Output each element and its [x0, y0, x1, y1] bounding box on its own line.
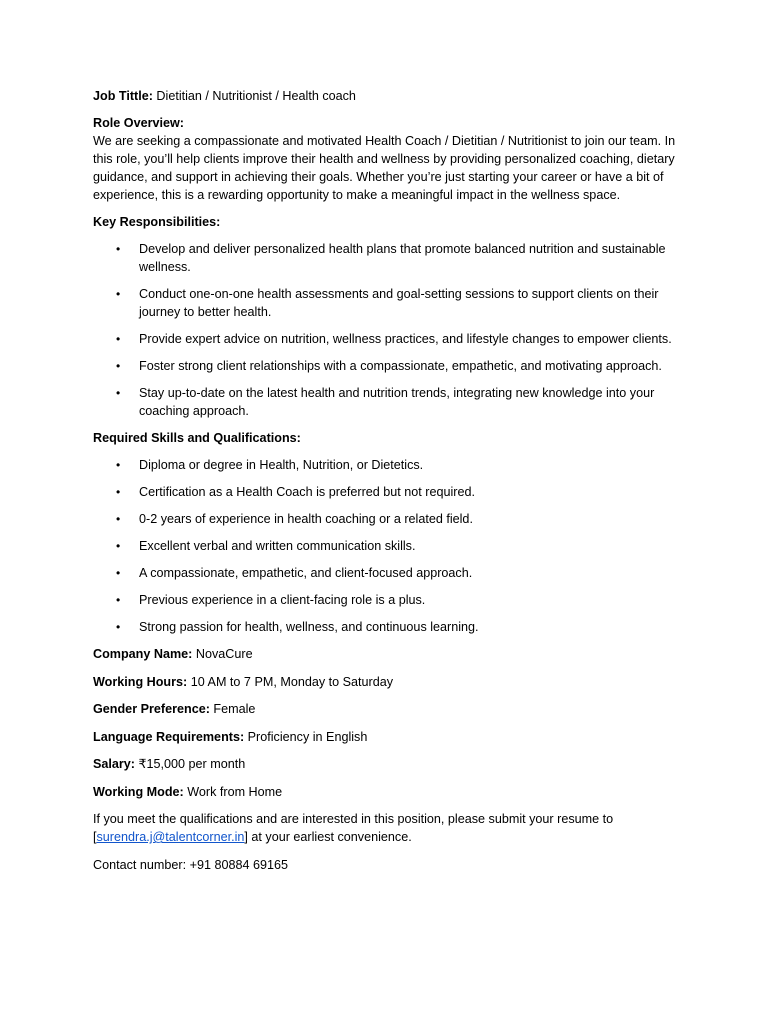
list-item-text: Strong passion for health, wellness, and continuous learning. [139, 620, 479, 634]
salary-label: Salary: [93, 757, 136, 771]
gender-preference-label: Gender Preference: [93, 702, 210, 716]
contact-number: Contact number: +91 80884 69165 [93, 857, 289, 872]
list-item [93, 591, 683, 609]
working-mode-label: Working Mode: [93, 784, 184, 799]
working-hours-label: Working Hours: [93, 674, 188, 689]
list-item-text: Conduct one-on-one health assessments and goal-setting sessions to support clients on their journey to better health. [139, 287, 659, 319]
skills-heading [93, 429, 683, 447]
bullet-icon: • [116, 512, 121, 526]
working-hours-value: 10 AM to 7 PM, Monday to Saturday [187, 674, 394, 689]
list-item [93, 285, 683, 321]
responsibilities-list [93, 240, 683, 420]
list-item-text: Excellent verbal and written communication skills. [139, 539, 416, 553]
bullet-icon: • [116, 593, 121, 607]
list-item-text: 0-2 years of experience in health coaching or a related field. [139, 512, 473, 526]
gender-preference-line [93, 700, 683, 718]
company-name-label: Company Name: [93, 647, 193, 661]
list-item-text: A compassionate, empathetic, and client-focused approach. [139, 566, 473, 580]
role-overview-heading-text: Role Overview: [93, 116, 184, 130]
responsibilities-heading-text: Key Responsibilities: [93, 215, 221, 229]
salary-line [93, 755, 683, 773]
job-title-line [93, 87, 683, 105]
language-requirements-label: Language Requirements: [93, 729, 245, 744]
responsibilities-heading [93, 213, 683, 231]
list-item-text: Diploma or degree in Health, Nutrition, or Dietetics. [139, 458, 424, 472]
role-overview-text: We are seeking a compassionate and motivated Health Coach / Dietitian / Nutritionist to join our team. In this role, you’ll help clients improve their health and wellness by providing personalized coaching, dietary guidance, and support in achieving their goals. Whether you’re just starting your career or have a bit of experience, this is a rewarding opportunity to make a meaningful impact in the wellness space. [93, 134, 676, 202]
gender-preference-value: Female [209, 702, 256, 716]
bullet-icon: • [116, 458, 121, 472]
bullet-icon: • [116, 332, 121, 346]
email-link[interactable]: surendra.j@talentcorner.in [96, 830, 245, 844]
working-hours-line [93, 673, 683, 691]
bullet-icon: • [116, 539, 121, 553]
bullet-icon: • [116, 566, 121, 580]
list-item [93, 564, 683, 582]
role-overview-heading [93, 114, 683, 132]
document-content [93, 87, 683, 883]
list-item-text: Develop and deliver personalized health plans that promote balanced nutrition and sustainable wellness. [139, 242, 666, 274]
list-item [93, 483, 683, 501]
skills-list [93, 456, 683, 636]
apply-text-after: ] at your earliest convenience. [244, 830, 412, 844]
apply-text-before: If you meet the qualifications and are interested in this position, please submit your resume to [ [93, 812, 614, 844]
bullet-icon: • [116, 386, 121, 400]
company-name-line [93, 645, 683, 663]
job-title-label: Job Tittle: [93, 89, 153, 103]
apply-instructions [93, 810, 683, 846]
salary-value: ₹15,000 per month [135, 757, 246, 771]
bullet-icon: • [116, 620, 121, 634]
list-item [93, 330, 683, 348]
list-item [93, 456, 683, 474]
list-item-text: Previous experience in a client-facing role is a plus. [139, 593, 426, 607]
list-item-text: Certification as a Health Coach is preferred but not required. [139, 485, 476, 499]
bullet-icon: • [116, 359, 121, 373]
bullet-icon: • [116, 287, 121, 301]
company-name-value: NovaCure [192, 647, 253, 661]
list-item [93, 357, 683, 375]
working-mode-value: Work from Home [183, 784, 283, 799]
list-item-text: Stay up-to-date on the latest health and nutrition trends, integrating new knowledge into your coaching approach. [139, 386, 655, 418]
bullet-icon: • [116, 242, 121, 256]
language-requirements-value: Proficiency in English [244, 729, 368, 744]
list-item [93, 240, 683, 276]
bullet-icon: • [116, 485, 121, 499]
skills-heading-text: Required Skills and Qualifications: [93, 431, 301, 445]
list-item [93, 384, 683, 420]
list-item [93, 510, 683, 528]
list-item [93, 537, 683, 555]
working-mode-line [93, 783, 683, 801]
language-requirements-line [93, 728, 683, 746]
job-title-value: Dietitian / Nutritionist / Health coach [152, 89, 356, 103]
list-item-text: Provide expert advice on nutrition, wellness practices, and lifestyle changes to empower clients. [139, 332, 672, 346]
list-item [93, 618, 683, 636]
list-item-text: Foster strong client relationships with a compassionate, empathetic, and motivating approach. [139, 359, 662, 373]
